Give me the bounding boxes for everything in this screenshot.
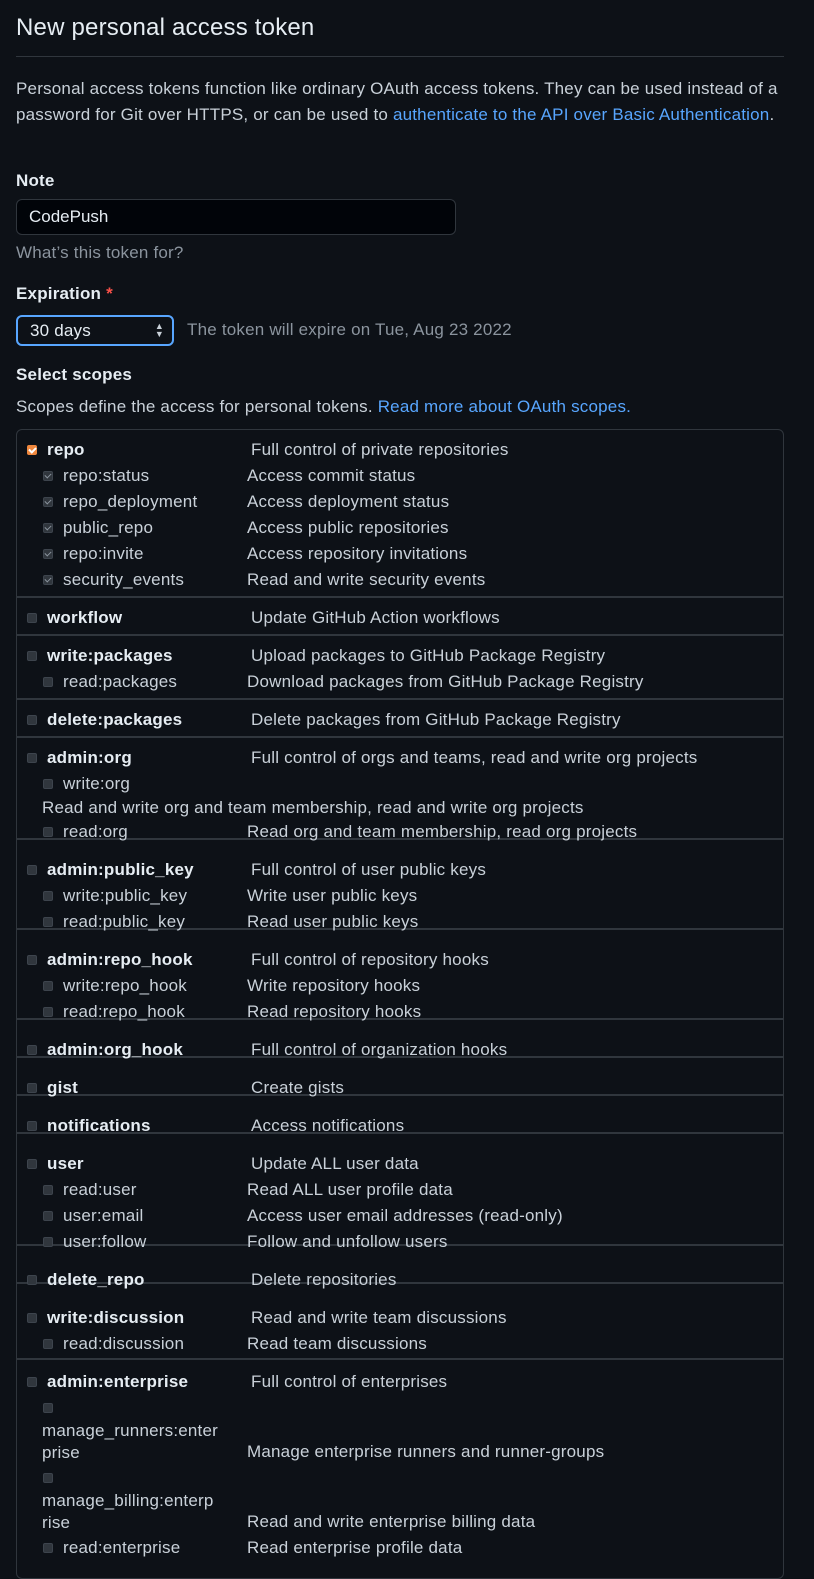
- scope-checkbox[interactable]: [27, 955, 37, 965]
- scope-checkbox[interactable]: [27, 1159, 37, 1169]
- scope-name-line: prise: [42, 1443, 80, 1462]
- note-label: Note: [16, 171, 55, 190]
- scope-name: read:enterprise: [63, 1538, 181, 1557]
- scope-checkbox[interactable]: [27, 1377, 37, 1387]
- scope-description: Upload packages to GitHub Package Registry: [251, 646, 606, 665]
- scope-name: write:repo_hook: [63, 976, 187, 995]
- scope-description: Update GitHub Action workflows: [251, 608, 500, 627]
- scope-description: Delete packages from GitHub Package Registry: [251, 710, 621, 729]
- scope-checkbox[interactable]: [27, 865, 37, 875]
- scope-name: security_events: [63, 570, 185, 589]
- expiration-label-text: Expiration: [16, 284, 102, 303]
- scope-checkbox[interactable]: [43, 779, 53, 789]
- scope-description: Read repository hooks: [247, 1002, 422, 1021]
- scopes-label: Select scopes: [16, 365, 132, 384]
- scope-description: Follow and unfollow users: [247, 1232, 448, 1251]
- note-input[interactable]: [16, 199, 456, 235]
- scope-name: read:packages: [63, 672, 178, 691]
- scope-description: Manage enterprise runners and runner-groups: [247, 1442, 605, 1461]
- scope-description: Update ALL user data: [251, 1154, 419, 1173]
- scope-group-divider: [17, 736, 783, 738]
- scope-checkbox[interactable]: [43, 523, 53, 533]
- scope-name: write:org: [63, 774, 130, 793]
- scopes-help-text: Scopes define the access for personal tokens.: [16, 397, 378, 416]
- scope-name: read:public_key: [63, 912, 186, 931]
- note-help: What’s this token for?: [16, 243, 184, 262]
- expiration-help: The token will expire on Tue, Aug 23 2022: [187, 320, 512, 339]
- scope-description: Read user public keys: [247, 912, 419, 931]
- scope-checkbox[interactable]: [27, 1121, 37, 1131]
- scope-description: Read and write security events: [247, 570, 486, 589]
- scope-name: public_repo: [63, 518, 154, 537]
- scope-name: write:discussion: [47, 1308, 185, 1327]
- scope-name: gist: [47, 1078, 79, 1097]
- scope-name: admin:repo_hook: [47, 950, 193, 969]
- scope-checkbox[interactable]: [43, 575, 53, 585]
- scope-description: Access notifications: [251, 1116, 405, 1135]
- scope-checkbox[interactable]: [43, 1007, 53, 1017]
- scope-name: delete_repo: [47, 1270, 145, 1289]
- scope-name: repo:invite: [63, 544, 144, 563]
- scope-checkbox[interactable]: [27, 1045, 37, 1055]
- scope-name: read:user: [63, 1180, 137, 1199]
- scope-name: repo: [47, 440, 85, 459]
- oauth-scopes-link[interactable]: Read more about OAuth scopes.: [377, 397, 632, 416]
- scope-checkbox[interactable]: [43, 1543, 53, 1553]
- scope-group-divider: [17, 596, 783, 598]
- scope-name: user:email: [63, 1206, 144, 1225]
- scope-name-line: rise: [42, 1513, 71, 1532]
- scope-checkbox[interactable]: [27, 445, 37, 455]
- scope-description: Full control of repository hooks: [251, 950, 489, 969]
- scope-name: admin:org_hook: [47, 1040, 183, 1059]
- scope-description: Create gists: [251, 1078, 345, 1097]
- scope-checkbox[interactable]: [43, 1237, 53, 1247]
- scope-checkbox[interactable]: [43, 1473, 53, 1483]
- scope-description: Access commit status: [247, 466, 416, 485]
- scope-name-line: manage_billing:enterp: [42, 1491, 214, 1510]
- scope-group-divider: [17, 698, 783, 700]
- scope-checkbox[interactable]: [27, 753, 37, 763]
- title-divider: [16, 56, 784, 57]
- scope-group-divider: [17, 1094, 783, 1096]
- scope-name-line: manage_runners:enter: [42, 1421, 219, 1440]
- scope-name: user: [47, 1154, 84, 1173]
- scope-description: Read enterprise profile data: [247, 1538, 463, 1557]
- scope-description: Access public repositories: [247, 518, 449, 537]
- scope-checkbox[interactable]: [43, 981, 53, 991]
- scope-description: Access deployment status: [247, 492, 450, 511]
- scope-checkbox[interactable]: [43, 1403, 53, 1413]
- scopes-list: [16, 429, 784, 1579]
- scope-description: Read and write org and team membership, read and write org projects: [42, 798, 584, 817]
- scope-name: write:packages: [47, 646, 173, 665]
- scope-description: Read team discussions: [247, 1334, 427, 1353]
- scope-description: Read and write enterprise billing data: [247, 1512, 536, 1531]
- intro-body: Personal access tokens function like ordinary OAuth access tokens. They can be used instead of a password for Git over HTTPS, or can be used to: [16, 79, 778, 124]
- scope-checkbox[interactable]: [43, 677, 53, 687]
- scope-checkbox[interactable]: [27, 1083, 37, 1093]
- scope-checkbox[interactable]: [43, 471, 53, 481]
- scope-name: admin:enterprise: [47, 1372, 189, 1391]
- scope-checkbox[interactable]: [27, 1313, 37, 1323]
- scope-description: Access repository invitations: [247, 544, 468, 563]
- scope-checkbox[interactable]: [43, 497, 53, 507]
- select-arrows-icon: ▲ ▼: [154, 321, 164, 339]
- scope-group-divider: [17, 1358, 783, 1360]
- scope-description: Write repository hooks: [247, 976, 421, 995]
- scope-checkbox[interactable]: [43, 827, 53, 837]
- scope-checkbox[interactable]: [27, 651, 37, 661]
- scope-description: Read ALL user profile data: [247, 1180, 453, 1199]
- scope-description: Full control of user public keys: [251, 860, 487, 879]
- scope-checkbox[interactable]: [27, 715, 37, 725]
- expiration-select[interactable]: [16, 315, 174, 346]
- scope-description: Download packages from GitHub Package Registry: [247, 672, 644, 691]
- scope-description: Read org and team membership, read org projects: [247, 822, 638, 841]
- expiration-label: [16, 284, 113, 304]
- scope-description: Access user email addresses (read-only): [247, 1206, 563, 1225]
- scope-checkbox[interactable]: [43, 1185, 53, 1195]
- scopes-help: [16, 397, 631, 417]
- scope-description: Write user public keys: [247, 886, 418, 905]
- scope-name: delete:packages: [47, 710, 183, 729]
- scope-name: read:org: [63, 822, 128, 841]
- intro-text: [16, 76, 786, 128]
- scope-name: read:repo_hook: [63, 1002, 185, 1021]
- scope-checkbox[interactable]: [27, 1275, 37, 1285]
- scope-checkbox[interactable]: [43, 891, 53, 901]
- scope-description: Read and write team discussions: [251, 1308, 507, 1327]
- scope-checkbox[interactable]: [43, 549, 53, 559]
- scope-name: notifications: [47, 1116, 151, 1135]
- scope-description: Delete repositories: [251, 1270, 397, 1289]
- scope-group-divider: [17, 634, 783, 636]
- scope-name: workflow: [47, 608, 123, 627]
- basic-auth-link[interactable]: authenticate to the API over Basic Authentication: [392, 105, 770, 124]
- required-marker: *: [106, 284, 113, 303]
- scope-name: repo_deployment: [63, 492, 198, 511]
- scope-name: write:public_key: [63, 886, 188, 905]
- scope-name: repo:status: [63, 466, 150, 485]
- scope-description: Full control of organization hooks: [251, 1040, 508, 1059]
- scope-name: admin:org: [47, 748, 132, 767]
- scope-name: user:follow: [63, 1232, 147, 1251]
- scope-checkbox[interactable]: [27, 613, 37, 623]
- scope-description: Full control of private repositories: [251, 440, 509, 459]
- scope-description: Full control of orgs and teams, read and write org projects: [251, 748, 698, 767]
- page-title: New personal access token: [16, 14, 315, 41]
- scope-checkbox[interactable]: [43, 1339, 53, 1349]
- scope-name: read:discussion: [63, 1334, 185, 1353]
- scope-name: [42, 1420, 218, 1464]
- intro-end: .: [769, 105, 775, 124]
- scope-name: [42, 1490, 214, 1534]
- scope-checkbox[interactable]: [43, 917, 53, 927]
- expiration-selected: 30 days: [30, 321, 91, 340]
- scope-checkbox[interactable]: [43, 1211, 53, 1221]
- scope-name: admin:public_key: [47, 860, 194, 879]
- scope-description: Full control of enterprises: [251, 1372, 448, 1391]
